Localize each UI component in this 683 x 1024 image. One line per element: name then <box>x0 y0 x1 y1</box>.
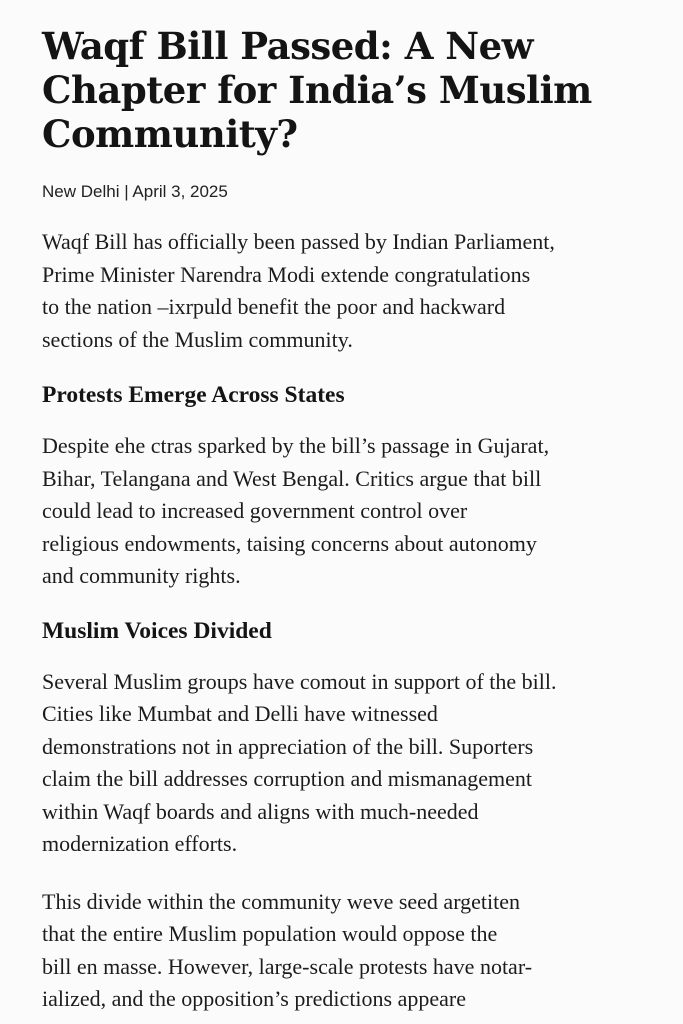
text-line: to the nation –ixrpuld benefit the poor and hackward <box>42 294 506 319</box>
section-heading-protests: Protests Emerge Across States <box>42 382 345 408</box>
text-line: Waqf Bill has officially been passed by Indian Parliament, <box>42 229 555 254</box>
title-line: Community? <box>42 112 298 156</box>
title-line: Chapter for India’s Muslim <box>42 68 592 112</box>
paragraph-intro <box>42 226 672 356</box>
text-line: Cities like Mumbat and Delli have witnessed <box>42 701 438 726</box>
paragraph-divide <box>42 886 672 1016</box>
text-line: within Waqf boards and aligns with much-needed <box>42 798 479 824</box>
article-title <box>42 24 672 156</box>
paragraph-support <box>42 666 672 861</box>
text-line: Bihar, Telangana and West Bengal. Critics argue that bill <box>42 465 542 491</box>
text-line: ialized, and the opposition’s predictions appeare <box>42 986 466 1011</box>
text-line: Despite ehe ctras sparked by the bill’s passage in Gujarat, <box>42 433 550 458</box>
section-heading-voices: Muslim Voices Divided <box>42 617 272 644</box>
text-line: Prime Minister Narendra Modi extende congratulations <box>42 261 531 287</box>
article-dateline: New Delhi | April 3, 2025 <box>42 182 228 201</box>
text-line: sections of the Muslim community. <box>42 326 353 352</box>
text-line: and community rights. <box>42 563 241 588</box>
text-line: This divide within the community weve seed argetiten <box>42 888 520 914</box>
text-line: modernization efforts. <box>42 831 238 856</box>
text-line: bill en masse. However, large-scale protests have notar- <box>42 953 533 979</box>
text-line: could lead to increased government control over <box>42 498 468 523</box>
paragraph-protests <box>42 430 672 593</box>
title-line: Waqf Bill Passed: A New <box>42 24 534 68</box>
text-line: demonstrations not in appreciation of the bill. Suporters <box>42 733 534 759</box>
text-line: Several Muslim groups have comout in support of the bill. <box>42 668 557 694</box>
news-article <box>42 24 672 1016</box>
text-line: religious endowments, taising concerns about autonomy <box>42 530 537 556</box>
text-line: that the entire Muslim population would oppose the <box>42 921 498 946</box>
text-line: claim the bill addresses corruption and mismanagement <box>42 766 532 791</box>
